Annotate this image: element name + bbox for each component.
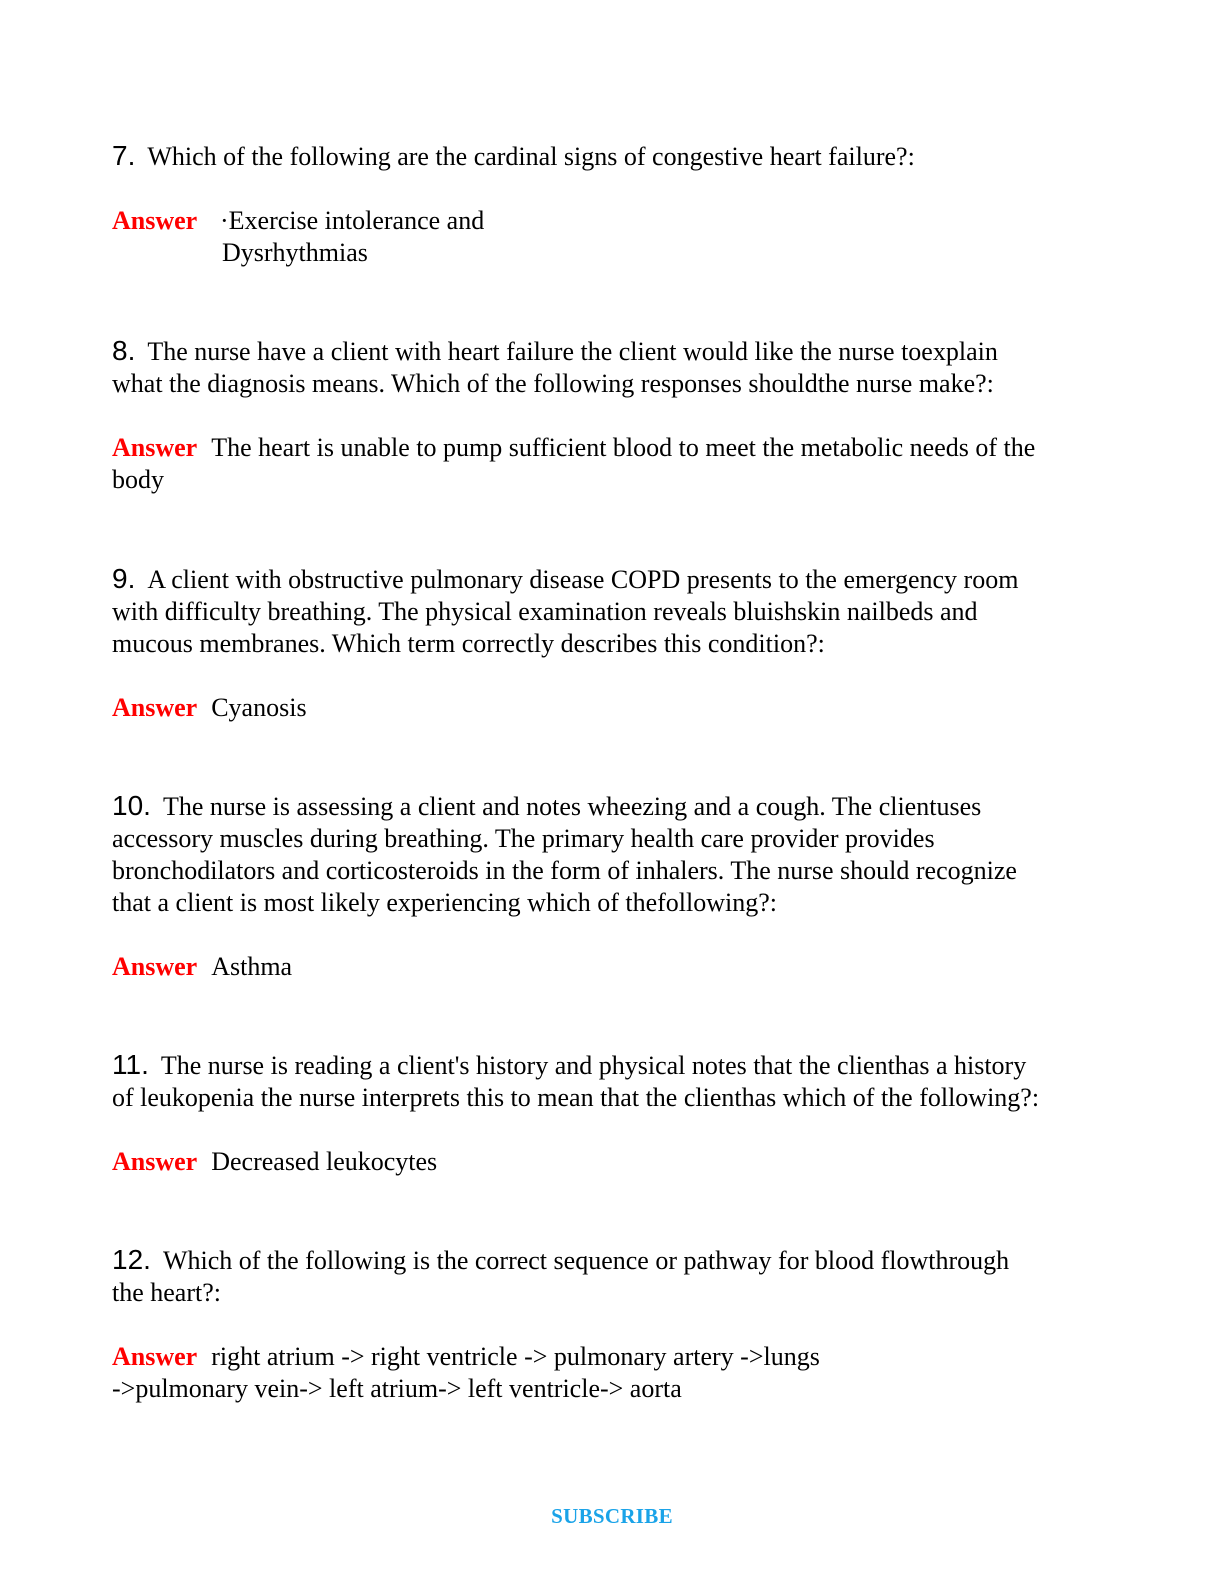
question-text <box>112 335 1112 400</box>
question-line: Which of the following are the cardinal signs of congestive heart failure?: <box>147 142 915 171</box>
question-block <box>112 335 1112 496</box>
answer-row <box>112 432 1112 496</box>
answer-line: right atrium -> right ventricle -> pulmonary artery ->lungs <box>211 1342 820 1371</box>
answer-text <box>220 205 484 269</box>
question-line: mucous membranes. Which term correctly describes this condition?: <box>112 629 825 658</box>
answer-line: ·Exercise intolerance and <box>220 206 485 235</box>
question-line: accessory muscles during breathing. The primary health care provider provides <box>112 824 935 853</box>
question-line: with difficulty breathing. The physical examination reveals bluishskin nailbeds and <box>112 597 978 626</box>
answer-line: ->pulmonary vein-> left atrium-> left ventricle-> aorta <box>112 1374 682 1403</box>
question-block <box>112 140 1112 269</box>
answer-row <box>112 692 1112 724</box>
answer-row <box>112 205 1112 269</box>
question-block <box>112 563 1112 724</box>
question-line: The nurse have a client with heart failure the client would like the nurse toexplain <box>147 337 998 366</box>
answer-label: Answer <box>112 206 198 235</box>
answer-row <box>112 1341 1112 1405</box>
answer-text: Cyanosis <box>211 693 307 722</box>
answer-row <box>112 1146 1112 1178</box>
question-line: the heart?: <box>112 1278 221 1307</box>
answer-line: body <box>112 465 164 494</box>
question-text <box>112 140 1112 173</box>
question-number: 7. <box>112 140 136 171</box>
answer-line: The heart is unable to pump sufficient blood to meet the metabolic needs of the <box>211 433 1036 462</box>
question-number: 8. <box>112 335 136 366</box>
question-line: Which of the following is the correct sequence or pathway for blood flowthrough <box>162 1246 1010 1275</box>
answer-text: Asthma <box>211 952 293 981</box>
question-number: 12. <box>112 1244 151 1275</box>
question-number: 10. <box>112 790 151 821</box>
question-line: that a client is most likely experiencing which of thefollowing?: <box>112 888 777 917</box>
question-line: of leukopenia the nurse interprets this to mean that the clienthas which of the following?: <box>112 1083 1040 1112</box>
answer-label: Answer <box>112 693 198 722</box>
question-line: bronchodilators and corticosteroids in the form of inhalers. The nurse should recognize <box>112 856 1017 885</box>
answer-line: Dysrhythmias <box>222 238 368 267</box>
question-number: 9. <box>112 563 136 594</box>
question-line: A client with obstructive pulmonary disease COPD presents to the emergency room <box>147 565 1019 594</box>
question-text <box>112 790 1112 919</box>
question-block <box>112 790 1112 983</box>
answer-text: Decreased leukocytes <box>211 1147 438 1176</box>
answer-label: Answer <box>112 1342 198 1371</box>
question-line: what the diagnosis means. Which of the following responses shouldthe nurse make?: <box>112 369 994 398</box>
answer-label: Answer <box>112 1147 198 1176</box>
question-line: The nurse is reading a client's history and physical notes that the clienthas a history <box>160 1051 1027 1080</box>
question-block <box>112 1244 1112 1405</box>
question-text <box>112 1244 1112 1309</box>
answer-label: Answer <box>112 952 198 981</box>
question-line: The nurse is assessing a client and notes wheezing and a cough. The clientuses <box>162 792 982 821</box>
question-text <box>112 1049 1112 1114</box>
question-number: 11. <box>112 1049 149 1080</box>
answer-row <box>112 951 1112 983</box>
question-block <box>112 1049 1112 1178</box>
question-text <box>112 563 1112 660</box>
answer-label: Answer <box>112 433 198 462</box>
subscribe-link[interactable]: SUBSCRIBE <box>551 1504 673 1528</box>
